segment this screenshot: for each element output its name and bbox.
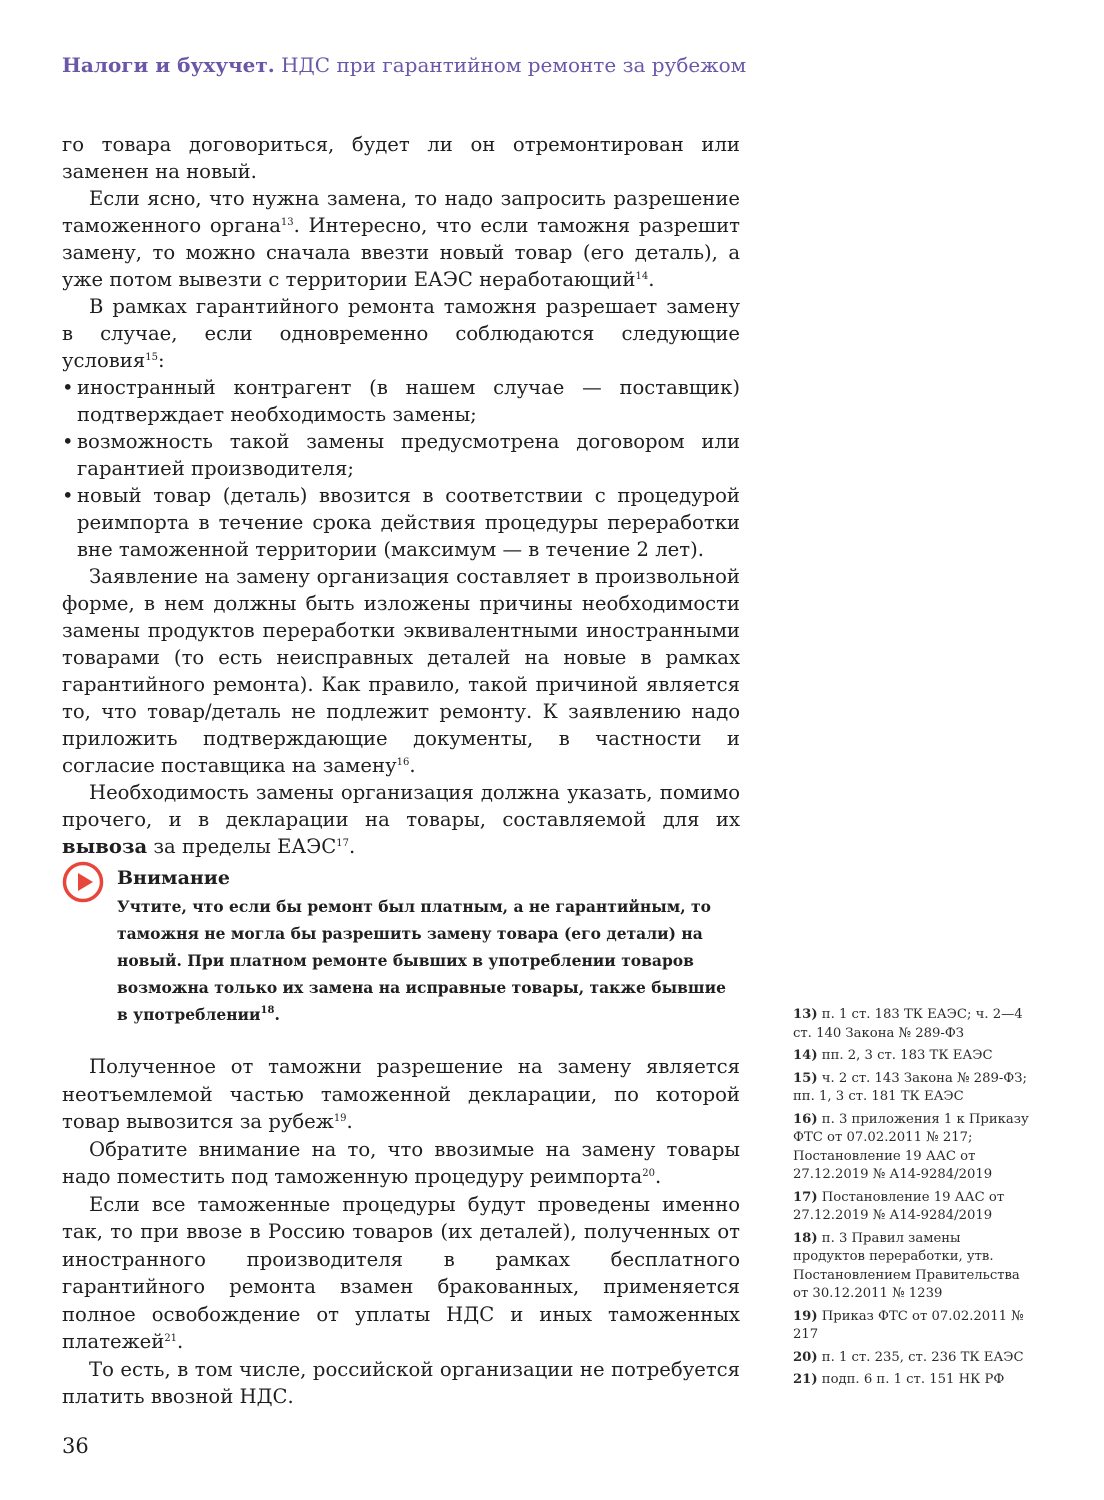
footnote: 19) Приказ ФТС от 07.02.2011 № 217	[793, 1308, 1024, 1342]
footnote-ref[interactable]: 17	[336, 838, 349, 849]
header-title: НДС при гарантийном ремонте за рубежом	[281, 53, 747, 77]
footnotes-column	[793, 1006, 1033, 1394]
page-number: 36	[62, 1434, 89, 1458]
footnote-ref[interactable]: 21	[164, 1333, 178, 1344]
footnote-ref[interactable]: 19	[333, 1113, 347, 1124]
footnote: 20) п. 1 ст. 235, ст. 236 ТК ЕАЭС	[793, 1349, 1024, 1365]
footnote: 16) п. 3 приложения 1 к Приказу ФТС от 07.02.2011 № 217; Постановление 19 ААС от 27.12.2019 № А14-9284/2019	[793, 1111, 1029, 1182]
main-text-continued	[62, 1053, 740, 1411]
main-text	[62, 131, 740, 860]
footnote: 15) ч. 2 ст. 143 Закона № 289-ФЗ; пп. 1, 3 ст. 181 ТК ЕАЭС	[793, 1070, 1027, 1104]
emphasis: вывоза	[62, 835, 148, 858]
footnote: 14) пп. 2, 3 ст. 183 ТК ЕАЭС	[793, 1048, 993, 1063]
play-icon	[62, 861, 104, 903]
footnote-ref[interactable]: 18	[260, 1005, 275, 1016]
footnote-ref[interactable]: 13	[280, 217, 294, 228]
footnote-ref[interactable]: 16	[396, 757, 410, 768]
running-header	[62, 53, 746, 77]
footnote: 18) п. 3 Правил замены продуктов переработки, утв. Постановлением Правительства от 30.12.2011 № 1239	[793, 1230, 1020, 1301]
paragraph-1: го товара договориться, будет ли он отремонтирован или заменен на новый.	[62, 133, 740, 183]
footnote-ref[interactable]: 20	[642, 1168, 655, 1179]
footnote: 13) п. 1 ст. 183 ТК ЕАЭС; ч. 2—4 ст. 140 Закона № 289-ФЗ	[793, 1007, 1023, 1041]
paragraph-5: Необходимость замены организация должна указать, помимо прочего, и в декларации на товары, составляемой для их вывоза за пределы ЕАЭС$^{17}$.	[62, 781, 740, 858]
paragraph-6: Полученное от таможни разрешение на замену является неотъемлемой частью таможенной декларации, по которой товар вывозится за рубеж$^{19}$.	[62, 1055, 740, 1133]
paragraph-8: Если все таможенные процедуры будут проведены именно так, то при ввозе в Россию товаров (их деталей), полученных от иностранного производителя в рамках бесплатного гарантийного ремонта взамен бракованных, применяется полное освобождение от уплаты НДС и иных таможенных платежей$^{21}$.	[62, 1192, 740, 1353]
paragraph-7: Обратите внимание на то, что ввозимые на замену товары надо поместить под таможенную процедуру реимпорта$^{20}$.	[62, 1137, 740, 1188]
attention-text: Учтите, что если бы ремонт был платным, а не гарантийным, то таможня не могла бы разрешить замену товара (его детали) на новый. При платном ремонте бывших в употреблении товаров возможна только их замена на исправные товары, также бывшие в употреблении$^{18}$.	[117, 897, 726, 1024]
footnote: 21) подп. 6 п. 1 ст. 151 НК РФ	[793, 1372, 1005, 1387]
footnote-ref[interactable]: 14	[635, 271, 649, 282]
footnote-ref[interactable]: 15	[145, 352, 158, 363]
header-section: Налоги и бухучет.	[62, 53, 275, 77]
list-item: • иностранный контрагент (в нашем случае — поставщик) подтверждает необходимость замены;	[62, 374, 740, 428]
footnote: 17) Постановление 19 ААС от 27.12.2019 № А14-9284/2019	[793, 1189, 1005, 1223]
paragraph-4: Заявление на замену организация составляет в произвольной форме, в нем должны быть изложены причины необходимости замены продуктов переработки эквивалентными иностранными товарами (то есть неисправных деталей на новые в рамках гарантийного ремонта). Как правило, такой причиной является то, что товар/деталь не подлежит ремонту. К заявлению надо приложить подтверждающие документы, в частности и согласие поставщика на замену$^{16}$.	[62, 565, 740, 777]
list-item: • возможность такой замены предусмотрена договором или гарантией производителя;	[62, 428, 740, 482]
paragraph-2: Если ясно, что нужна замена, то надо запросить разрешение таможенного органа$^{13}$. Интересно, что если таможня разрешит замену, то можно сначала ввезти новый товар (его деталь), а уже потом вывезти с территории ЕАЭС неработающий$^{14}$.	[62, 187, 740, 291]
list-item: • новый товар (деталь) ввозится в соответствии с процедурой реимпорта в течение срока действия процедуры переработки вне таможенной территории (максимум — в течение 2 лет).	[62, 482, 740, 563]
paragraph-3: В рамках гарантийного ремонта таможня разрешает замену в случае, если одновременно соблюдаются следующие условия$^{15}$:	[62, 295, 740, 372]
attention-title: Внимание	[117, 867, 230, 889]
paragraph-9: То есть, в том числе, российской организации не потребуется платить ввозной НДС.	[62, 1357, 740, 1408]
conditions-list	[62, 374, 740, 563]
